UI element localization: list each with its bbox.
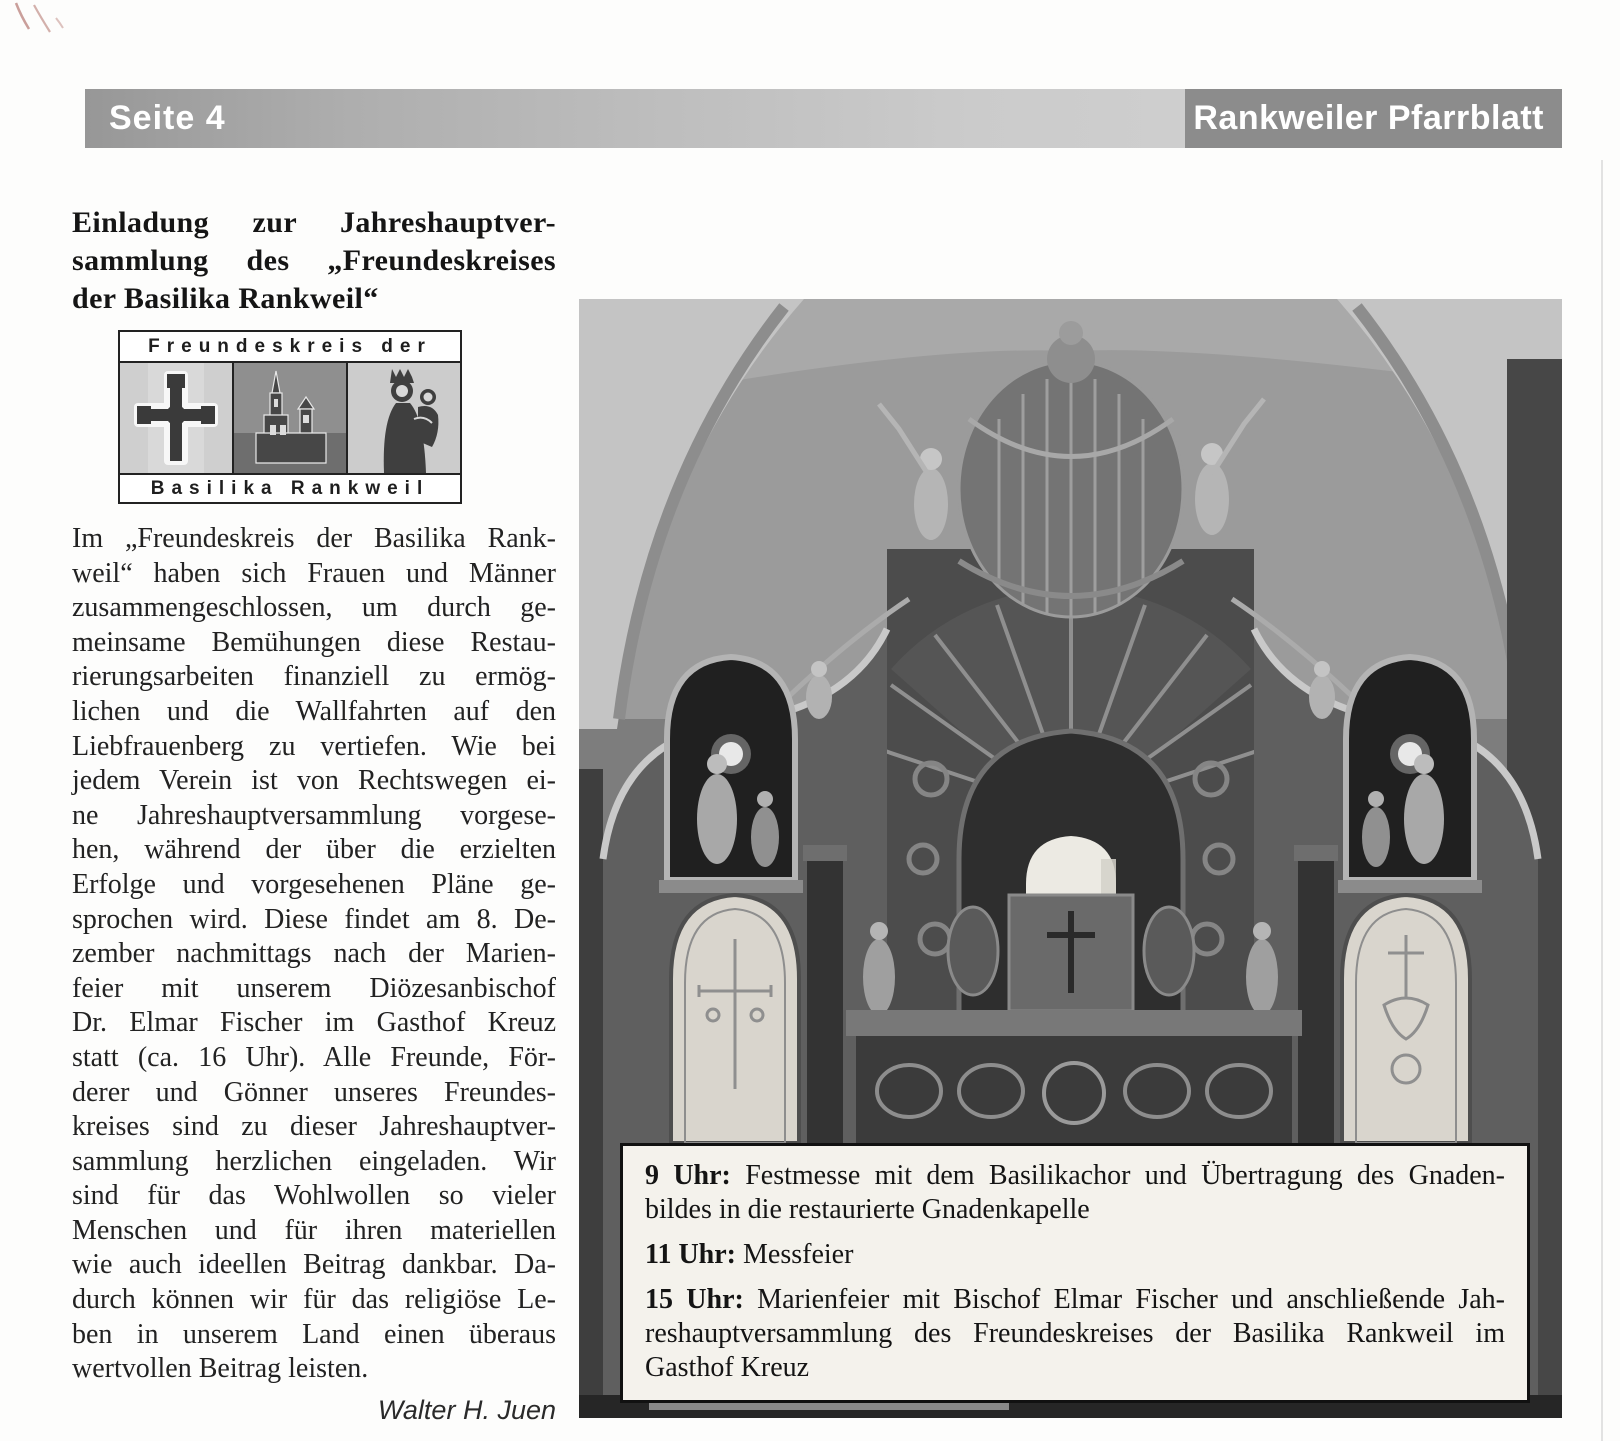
body-line: derer und Gönner unseres Freundes- — [72, 1076, 556, 1108]
body-line: sind für das Wohlwollen so vieler — [72, 1180, 556, 1212]
red-pen-mark — [4, 0, 84, 44]
logo-bottom-label: Basilika Rankweil — [120, 473, 460, 502]
body-line: meinsame Bemühungen diese Restau- — [72, 626, 556, 658]
body-line: ne Jahreshauptversammlung vorgese- — [72, 799, 556, 831]
body-line: statt (ca. 16 Uhr). Alle Freunde, För- — [72, 1041, 556, 1073]
article-column — [72, 204, 556, 1426]
body-line: Im „Freundeskreis der Basilika Rank- — [72, 523, 556, 554]
caption-schedule-item — [645, 1159, 1505, 1227]
logo-panels — [120, 363, 460, 473]
caption-schedule-item — [645, 1283, 1505, 1385]
caption-line: 11 Uhr: Messfeier — [645, 1239, 854, 1270]
body-line: lichen und die Wallfahrten auf den — [72, 695, 556, 727]
body-line: weil“ haben sich Frauen und Männer — [72, 557, 556, 589]
caption-line: Gasthof Kreuz — [645, 1352, 810, 1383]
heading-line: Einladung zur Jahreshauptver- — [72, 206, 556, 239]
article-body — [72, 522, 556, 1387]
logo-top-label: Freundeskreis der — [120, 332, 460, 363]
caption-line: reshauptversammlung des Freundeskreises der Basilika Rankweil im — [645, 1318, 1505, 1349]
body-line: wertvollen Beitrag leisten. — [72, 1353, 369, 1385]
body-line: kreises sind zu dieser Jahreshauptver- — [72, 1111, 556, 1143]
caption-time-label: 9 Uhr: — [645, 1160, 731, 1191]
page-header-bar — [85, 89, 1562, 148]
body-line: sprochen wird. Diese findet am 8. De- — [72, 903, 556, 935]
scan-edge-line — [1601, 160, 1603, 1441]
body-line: zember nachmittags nach der Marien- — [72, 938, 556, 970]
caption-line: 15 Uhr: Marienfeier mit Bischof Elmar Fischer und anschließende Jah- — [645, 1284, 1505, 1315]
article-heading — [72, 204, 556, 318]
newsletter-title-block — [1185, 89, 1562, 148]
heading-line: sammlung des „Freundeskreises — [72, 244, 556, 277]
body-line: Erfolge und vorgesehenen Pläne ge- — [72, 868, 556, 900]
body-line: durch können wir für das religiöse Le- — [72, 1284, 556, 1316]
body-line: wie auch ideellen Beitrag dankbar. Da- — [72, 1249, 556, 1281]
photo-caption-box — [620, 1143, 1530, 1403]
basilica-icon — [234, 363, 346, 473]
caption-schedule-item — [645, 1238, 1505, 1272]
heading-line: der Basilika Rankweil“ — [72, 282, 379, 315]
page-number-label: Seite 4 — [109, 99, 226, 137]
caption-line: 9 Uhr: Festmesse mit dem Basilikachor und Übertragung des Gnaden- — [645, 1160, 1505, 1191]
body-line: Menschen und für ihren materiellen — [72, 1214, 556, 1246]
body-line: zusammengeschlossen, um durch ge- — [72, 592, 556, 624]
body-line: jedem Verein ist von Rechtswegen ei- — [72, 765, 556, 797]
body-line: rierungsarbeiten finanziell zu ermög- — [72, 661, 556, 693]
caption-time-label: 15 Uhr: — [645, 1284, 744, 1315]
body-line: feier mit unserem Diözesanbischof — [72, 972, 556, 1004]
madonna-with-child-icon — [348, 363, 460, 473]
body-line: sammlung herzlichen eingeladen. Wir — [72, 1145, 556, 1177]
caption-line: bildes in die restaurierte Gnadenkapelle — [645, 1194, 1090, 1225]
caption-time-label: 11 Uhr: — [645, 1239, 736, 1270]
newsletter-title-label: Rankweiler Pfarrblatt — [1193, 99, 1544, 137]
body-line: ben in unserem Land einen überaus — [72, 1318, 556, 1350]
body-line: hen, während der über die erzielten — [72, 834, 556, 866]
cross-icon — [120, 363, 232, 473]
freundeskreis-logo — [118, 330, 462, 504]
body-line: Liebfrauenberg zu vertiefen. Wie bei — [72, 730, 556, 762]
altar-photo — [579, 299, 1562, 1418]
body-line: Dr. Elmar Fischer im Gasthof Kreuz — [72, 1007, 556, 1039]
author-byline: Walter H. Juen — [377, 1394, 556, 1425]
